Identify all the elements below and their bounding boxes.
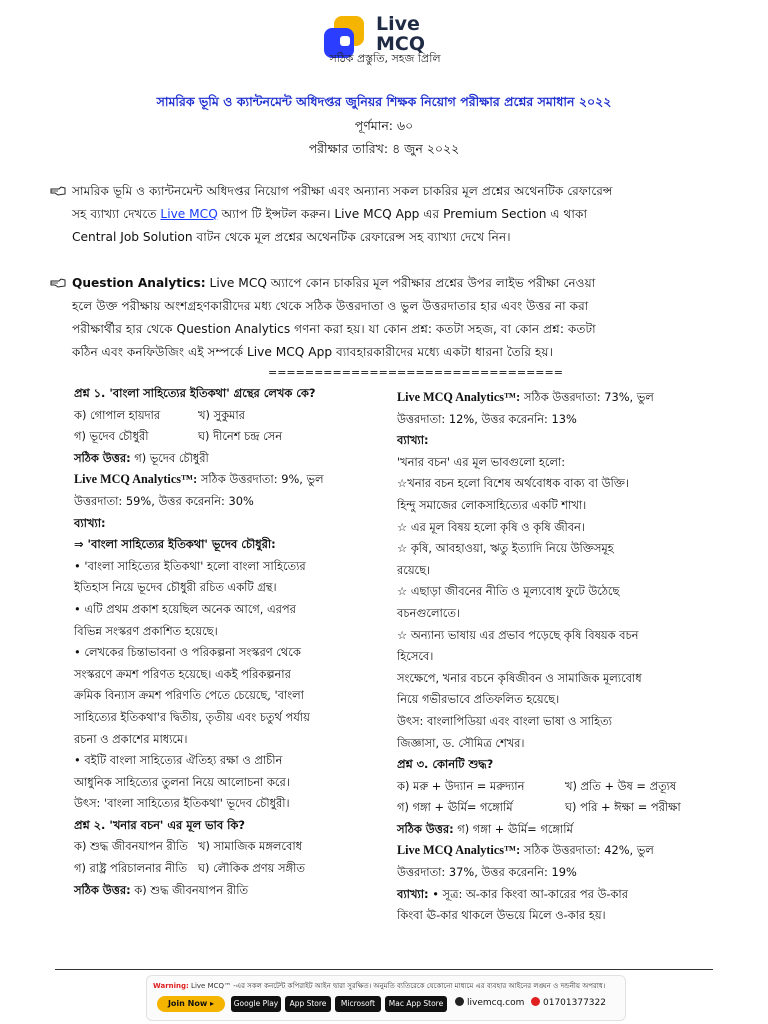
q2-explanation-line: রয়েছে। [397,562,431,577]
q1-source: উৎস: 'বাংলা সাহিত্যের ইতিকথা' ভূদেব চৌধুরী। [74,796,290,811]
q3-explanation: ব্যাখ্যা: • সূত্র: অ-কার কিংবা আ-কারের পর উ-কার [397,886,628,901]
q2-explanation-line: ☆খনার বচন হলো বিশেষ অর্থবোধক বাক্য বা উক্তি। [397,476,629,491]
q3-option-c: গ) গঙ্গা + ঊর্মি= গঙ্গোর্মি [397,800,513,815]
q1-explanation-heading: ⇒ 'বাংলা সাহিত্যের ইতিকথা' ভূদেব চৌধুরী: [74,537,276,552]
q1-explanation-line: • 'বাংলা সাহিত্যের ইতিকথা' হলো বাংলা সাহিত্যের [74,558,306,573]
google-play-badge[interactable]: Google Play [231,996,281,1012]
exam-date: পরীক্ষার তারিখ: ৪ জুন ২০২২ [308,141,460,156]
microsoft-store-badge[interactable]: Microsoft [335,996,381,1012]
intro-paragraph-install: সামরিক ভূমি ও ক্যান্টনমেন্ট অধিদপ্তর নিয়োগ পরীক্ষা এবং অন্যান্য সকল চাকরির মূল প্রশ্নের অথেনটিক রেফারেন্স সহ ব্যাখ্যা দেখতে Live MCQ অ্যাপ টি ইন্সটল করুন। Live MCQ App এর Premium Section এ থাকা Central Job Solution বাটন থেকে মূল প্রশ্নের অথেনটিক রেফারেন্স সহ ব্যাখ্যা দেখে নিন। [72,180,722,249]
q2-analytics: Live MCQ Analytics™: সঠিক উত্তরদাতা: 73%, ভুল [397,390,654,404]
q2-explanation-line: ☆ কৃষি, আবহাওয়া, ঋতু ইত্যাদি নিয়ে উক্তিসমূহ [397,541,614,556]
full-marks: পূর্ণমান: ৬০ [354,118,414,133]
q2-explanation-line: হিসেবে। [397,649,434,664]
q1-explanation-line: ইতিহাস নিয়ে ভূদেব চৌধুরী রচিত একটি গ্রন্থ। [74,580,277,595]
q2-source: উৎস: বাংলাপিডিয়া এবং বাংলা ভাষা ও সাহিত্য [397,713,612,728]
q1-explanation-label: ব্যাখ্যা: [74,515,106,530]
q2-explanation-line: ☆ এর মূল বিষয় হলো কৃষি ও কৃষি জীবন। [397,519,585,534]
q1-explanation-line: বিভিন্ন সংস্করণ প্রকাশিত হয়েছে। [74,623,218,638]
q1-option-c: গ) ভূদেব চৌধুরী [74,429,149,444]
q1-explanation-line: • বইটি বাংলা সাহিত্যের ঐতিহ্য রক্ষা ও প্রাচীন [74,753,283,768]
question-1: প্রশ্ন ১. 'বাংলা সাহিত্যের ইতিকথা' গ্রন্থের লেখক কে? [74,386,316,400]
q2-explanation-line: বচনগুলোতে। [397,605,460,620]
copyright-warning: Warning: Live MCQ™ -এর সকল কনটেন্ট কপিরাইট আইন দ্বারা সুরক্ষিত। অনুমতি ব্যতিরেকে যেকোনো মাধ্যমে এর ব্যবহার আইনের লঙ্ঘন ও দন্ডনীয় অপরাধ। [153,982,606,990]
q1-explanation-line: • লেখকের চিন্তাভাবনা ও পরিকল্পনা সংস্করণ থেকে [74,645,301,660]
join-now-button[interactable]: Join Now ▸ [157,996,225,1012]
q1-explanation-line: আধুনিক সাহিত্যের তুলনা নিয়ে আলোচনা করে। [74,774,290,789]
q1-option-a: ক) গোপাল হায়দার [74,407,161,422]
q1-answer: সঠিক উত্তর: গ) ভূদেব চৌধুরী [74,450,209,465]
footer-divider [55,969,713,970]
section-separator: ================================ [268,366,563,379]
right-column: Live MCQ Analytics™: সঠিক উত্তরদাতা: 73%, ভুল উত্তরদাতা: 12%, উত্তর করেননি: 13% ব্যাখ্যা: 'খনার বচন' এর মূল ভাবগুলো হলো: ☆খনার বচন হলো বিশেষ অর্থবোধক বাক্য বা উক্তি। হিন্দু সমাজের লোকসাহিত্যের একটি শাখা। ☆ এর মূল বিষয় হলো কৃষি ও কৃষি জীবন। ☆ কৃষি, আবহাওয়া, ঋতু ইত্যাদি নিয়ে উক্তিসমূহ রয়েছে। ☆ এছাড়া জীবনের নীতি ও মূল্যবোধ ফুটে উঠেছে বচনগুলোতে। ☆ অন্যান্য ভাষায় এর প্রভাব পড়েছে কৃষি বিষয়ক বচন হিসেবে। সংক্ষেপে, খনার বচনে কৃষিজীবন ও সামাজিক মূল্যবোধ নিয়ে গভীরভাবে প্রতিফলিত হয়েছে। উৎস: বাংলাপিডিয়া এবং বাংলা ভাষা ও সাহিত্য জিজ্ঞাসা, ড. সৌমিত্র শেখর। প্রশ্ন ৩. কোনটি শুদ্ধ? ক) মরু + উদ্যান = মরুদ্যান খ) প্রতি + উষ = প্রত্যূষ গ) গঙ্গা + ঊর্মি= গঙ্গোর্মি ঘ) পরি + ঈক্ষা = পরীক্ষা সঠিক উত্তর: গ) গঙ্গা + ঊর্মি= গঙ্গোর্মি Live MCQ Analytics™: সঠিক উত্তরদাতা: 42%, ভুল উত্তরদাতা: 37%, উত্তর করেননি: 19% ব্যাখ্যা: • সূত্র: অ-কার কিংবা আ-কারের পর উ-কার কিংবা ঊ-কার থাকলে উভয়ে মিলে ও-কার হয়। [397,387,707,927]
q1-explanation-line: সংস্করণে ক্রমশ পরিণত হয়েছে। একই পরিকল্পনার [74,666,291,681]
question-2: প্রশ্ন ২. 'খনার বচন' এর মূল ভাব কি? [74,817,245,832]
q2-source: জিজ্ঞাসা, ড. সৌমিত্র শেখর। [397,735,525,750]
live-mcq-app-link[interactable]: Live MCQ [160,207,218,221]
logo-wordmark: Live MCQ [376,13,426,55]
q2-option-b: খ) সামাজিক মঙ্গলবোধ [198,839,303,854]
phone-number[interactable]: 01701377322 [531,997,606,1008]
phone-icon [531,997,540,1006]
intro-paragraph-analytics: Question Analytics: Live MCQ অ্যাপে কোন চাকরির মূল পরীক্ষার প্রশ্নের উপর লাইভ পরীক্ষা নেওয়া হলে উক্ত পরীক্ষায় অংশগ্রহণকারীদের মধ্য থেকে সঠিক উত্তরদাতা ও ভুল উত্তরদাতার হার এবং উত্তর না করা পরীক্ষার্থীর হার থেকে Question Analytics গণনা করা হয়। যা কোন প্রশ্ন: কতটা সহজ, বা কোন প্রশ্ন: কতটা কঠিন এবং কনফিউজিং এই সম্পর্কে Live MCQ App ব্যাবহারকারীদের মধ্যে একটা ধারনা তৈরি হয়। [72,272,722,364]
q1-analytics: Live MCQ Analytics™: সঠিক উত্তরদাতা: 9%, ভুল [74,472,324,487]
q2-option-d: ঘ) লৌকিক প্রণয় সঙ্গীত [198,861,305,876]
q2-explanation-line: 'খনার বচন' এর মূল ভাবগুলো হলো: [397,454,566,469]
q2-option-a: ক) শুদ্ধ জীবনযাপন রীতি [74,839,188,854]
q1-explanation-line: রচনা ও প্রকাশের মাধ্যমে। [74,731,188,746]
q2-option-c: গ) রাষ্ট্র পরিচালনার নীতি [74,861,188,876]
q3-analytics: Live MCQ Analytics™: সঠিক উত্তরদাতা: 42%, ভুল [397,843,654,858]
pointing-hand-icon [50,275,66,289]
page-title: সামরিক ভূমি ও ক্যান্টনমেন্ট অধিদপ্তর জুনিয়র শিক্ষক নিয়োগ পরীক্ষার প্রশ্নের সমাধান ২০২২ [156,94,612,109]
q3-answer: সঠিক উত্তর: গ) গঙ্গা + ঊর্মি= গঙ্গোর্মি [397,821,573,836]
q2-explanation-line: সংক্ষেপে, খনার বচনে কৃষিজীবন ও সামাজিক মূল্যবোধ [397,670,642,685]
q3-option-a: ক) মরু + উদ্যান = মরুদ্যান [397,778,525,793]
q1-explanation-line: ক্রমিক বিন্যাস ক্রমশ পরিণতি পেতে চেয়েছে, 'বাংলা [74,688,304,703]
q2-answer: সঠিক উত্তর: ক) শুদ্ধ জীবনযাপন রীতি [74,882,249,897]
globe-icon [455,997,464,1006]
mac-app-store-badge[interactable]: Mac App Store [385,996,447,1012]
q1-explanation-line: • এটি প্রথম প্রকাশ হয়েছিল অনেক আগে, এরপর [74,601,296,616]
pointing-hand-icon [50,183,66,197]
q1-option-b: খ) সুকুমার [198,407,245,422]
left-column: প্রশ্ন ১. 'বাংলা সাহিত্যের ইতিকথা' গ্রন্থের লেখক কে? ক) গোপাল হায়দার খ) সুকুমার গ) ভূদেব চৌধুরী ঘ) দীনেশ চন্দ্র সেন সঠিক উত্তর: গ) ভূদেব চৌধুরী Live MCQ Analytics™: সঠিক উত্তরদাতা: 9%, ভুল উত্তরদাতা: 59%, উত্তর করেননি: 30% ব্যাখ্যা: ⇒ 'বাংলা সাহিত্যের ইতিকথা' ভূদেব চৌধুরী: • 'বাংলা সাহিত্যের ইতিকথা' হলো বাংলা সাহিত্যের ইতিহাস নিয়ে ভূদেব চৌধুরী রচিত একটি গ্রন্থ। • এটি প্রথম প্রকাশ হয়েছিল অনেক আগে, এরপর বিভিন্ন সংস্করণ প্রকাশিত হয়েছে। • লেখকের চিন্তাভাবনা ও পরিকল্পনা সংস্করণ থেকে সংস্করণে ক্রমশ পরিণত হয়েছে। একই পরিকল্পনার ক্রমিক বিন্যাস ক্রমশ পরিণতি পেতে চেয়েছে, 'বাংলা সাহিত্যের ইতিকথা'র দ্বিতীয়, তৃতীয় এবং চতুর্থ পর্যায় রচনা ও প্রকাশের মাধ্যমে। • বইটি বাংলা সাহিত্যের ঐতিহ্য রক্ষা ও প্রাচীন আধুনিক সাহিত্যের তুলনা নিয়ে আলোচনা করে। উৎস: 'বাংলা সাহিত্যের ইতিকথা' ভূদেব চৌধুরী। প্রশ্ন ২. 'খনার বচন' এর মূল ভাব কি? ক) শুদ্ধ জীবনযাপন রীতি খ) সামাজিক মঙ্গলবোধ গ) রাষ্ট্র পরিচালনার নীতি ঘ) লৌকিক প্রণয় সঙ্গীত সঠিক উত্তর: ক) শুদ্ধ জীবনযাপন রীতি [74,383,384,901]
q1-option-d: ঘ) দীনেশ চন্দ্র সেন [198,429,283,444]
q2-explanation-line: ☆ এছাড়া জীবনের নীতি ও মূল্যবোধ ফুটে উঠেছে [397,584,620,599]
q3-option-b: খ) প্রতি + উষ = প্রত্যূষ [565,778,677,793]
brand-tagline: সঠিক প্রস্তুতি, সহজ প্রিলি [329,52,441,65]
q2-explanation-line: নিয়ে গভীরভাবে প্রতিফলিত হয়েছে। [397,692,560,707]
q2-explanation-label: ব্যাখ্যা: [397,433,429,448]
q2-explanation-line: হিন্দু সমাজের লোকসাহিত্যের একটি শাখা। [397,497,587,512]
question-3: প্রশ্ন ৩. কোনটি শুদ্ধ? [397,757,494,772]
q2-explanation-line: ☆ অন্যান্য ভাষায় এর প্রভাব পড়েছে কৃষি বিষয়ক বচন [397,627,639,642]
footer-banner [146,975,626,1021]
q3-option-d: ঘ) পরি + ঈক্ষা = পরীক্ষা [565,800,681,815]
website-link[interactable]: livemcq.com [455,997,524,1008]
app-store-badge[interactable]: App Store [285,996,331,1012]
q1-explanation-line: সাহিত্যের ইতিকথা'র দ্বিতীয়, তৃতীয় এবং চতুর্থ পর্যায় [74,709,310,724]
